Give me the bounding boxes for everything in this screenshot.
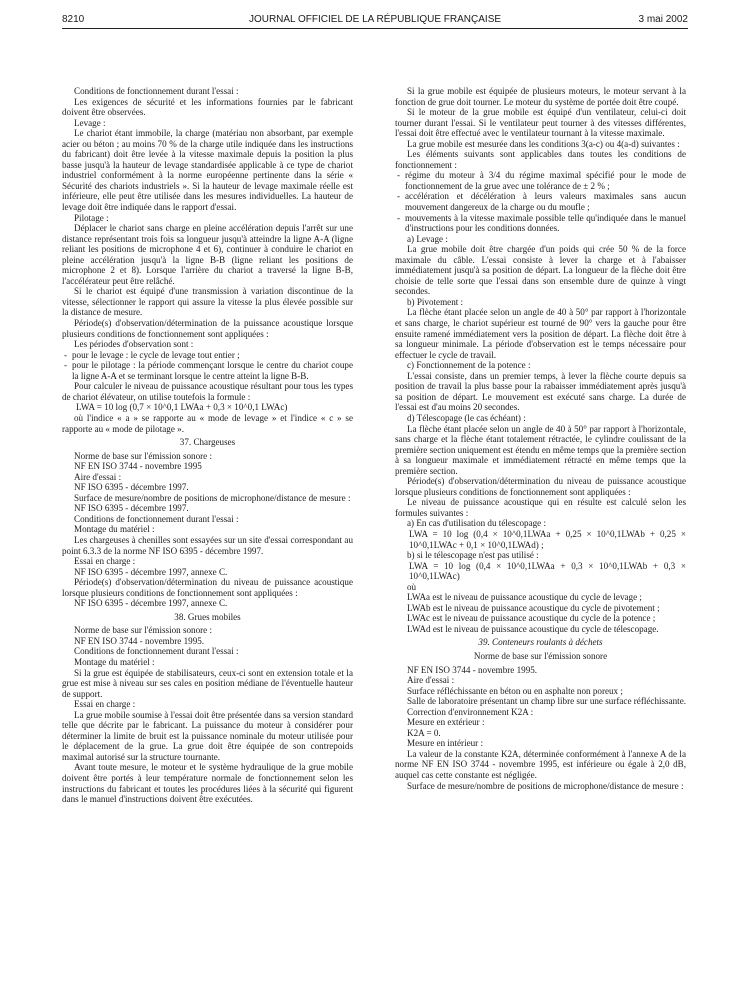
paragraph: Mesure en extérieur : <box>407 717 485 728</box>
paragraph: c) Fonctionnement de la potence : <box>407 360 531 371</box>
paragraph: Période(s) d'observation/détermination du niveau de puissance acoustique lorsque plusieurs conditions de fonctionnement sont appliquées : <box>395 476 686 497</box>
section-heading: 37. Chargeuses <box>179 437 236 448</box>
list-item: - mouvements à la vitesse maximale possible telle qu'indiquée dans le manuel d'instructions pour les conditions données. <box>395 213 686 234</box>
paragraph: La valeur de la constante K2A, déterminée conformément à l'annexe A de la norme NF EN ISO 3744 - novembre 1995, est inférieure ou égale à 2,0 dB, auquel cas cette constante est négligée. <box>395 748 686 780</box>
formula: LWA = 10 log (0,4 × 10^0,1LWAa + 0,25 × 10^0,1LWAb + 0,25 × 10^0,1LWAc + 0,1 × 10^0,1LWAd) ; <box>409 528 686 550</box>
list-item: - accélération et décélération à leurs valeurs maximales sans aucun mouvement dangereux de la charge ou du moufle ; <box>395 191 686 212</box>
section-heading: 38. Grues mobiles <box>174 611 241 622</box>
paragraph: Conditions de fonctionnement durant l'essai : <box>74 646 239 657</box>
paragraph: Les chargeuses à chenilles sont essayées sur un site d'essai correspondant au point 6.3.3 de la norme NF ISO 6395 - décembre 1997. <box>62 534 353 556</box>
paragraph: LWAc est le niveau de puissance acoustique du cycle de la potence ; <box>407 613 656 624</box>
paragraph: Montage du matériel : <box>74 524 155 535</box>
paragraph: Si la grue est équipée de stabilisateurs, ceux-ci sont en extension totale et la grue est mise à niveau sur ses cales en position médiane de l'éventuelle hauteur de support. <box>62 667 353 699</box>
paragraph: Période(s) d'observation/détermination du niveau de puissance acoustique lorsque plusieurs conditions de fonctionnement sont appliquées : <box>62 577 353 598</box>
paragraph: Aire d'essai : <box>74 471 122 482</box>
paragraph: NF ISO 6395 - décembre 1997. <box>74 503 189 514</box>
right-column <box>395 86 686 791</box>
paragraph: La grue mobile est mesurée dans les conditions 3(a-c) ou 4(a-d) suivantes : <box>407 138 680 149</box>
paragraph: Pilotage : <box>74 212 109 223</box>
paragraph: Aire d'essai : <box>407 675 455 686</box>
paragraph: LWAd est le niveau de puissance acoustique du cycle de télescopage. <box>407 623 659 634</box>
paragraph: La grue mobile doit être chargée d'un poids qui crée 50 % de la force maximale du câble. L'essai consiste à lever la charge et à l'abaisser immédiatement jusqu'à sa position de départ. La longueur de la flèche doit être choisie de telle sorte que l'essai dans son ensemble dure de quinze à vingt secondes. <box>395 244 686 297</box>
list-item: - pour le levage : le cycle de levage tout entier ; <box>62 350 353 361</box>
paragraph: Surface de mesure/nombre de positions de microphone/distance de mesure : <box>407 780 684 791</box>
paragraph: Salle de laboratoire présentant un champ libre sur une surface réfléchissante. <box>407 696 687 707</box>
paragraph: Norme de base sur l'émission sonore : <box>74 450 213 461</box>
paragraph: Essai en charge : <box>74 699 136 710</box>
paragraph: La flèche étant placée selon un angle de 40 à 50° par rapport à l'horizontale, sans charge et la flèche étant totalement rétractée, le cylindre coulissant de la première section uniquement est étendu en même temps que la première section à sa longueur maximale et immédiatement rétracté en même temps que la première section. <box>395 423 686 476</box>
paragraph: LWAa est le niveau de puissance acoustique du cycle de levage ; <box>407 592 642 603</box>
paragraph: NF ISO 6395 - décembre 1997, annexe C. <box>74 566 228 577</box>
paragraph: Les exigences de sécurité et les informations fournies par le fabricant doivent être observées. <box>62 96 353 118</box>
paragraph: Conditions de fonctionnement durant l'essai : <box>74 513 239 524</box>
paragraph: K2A = 0. <box>407 727 441 738</box>
paragraph: a) En cas d'utilisation du télescopage : <box>407 518 547 529</box>
paragraph: Levage : <box>74 117 106 128</box>
paragraph: Surface de mesure/nombre de positions de microphone/distance de mesure : <box>74 492 351 503</box>
paragraph: Période(s) d'observation/détermination de la puissance acoustique lorsque plusieurs conditions de fonctionnement sont appliquées : <box>62 318 353 339</box>
paragraph: Mesure en intérieur : <box>407 738 484 749</box>
paragraph: Pour calculer le niveau de puissance acoustique résultant pour tous les types de chariot élévateur, on utilise toutefois la formule : <box>62 381 353 402</box>
paragraph: Surface réfléchissante en béton ou en asphalte non poreux ; <box>407 685 623 696</box>
paragraph: Si la grue mobile est équipée de plusieurs moteurs, le moteur servant à la fonction de grue doit tourner. Le moteur du système de portée doit être coupé. <box>395 86 686 107</box>
paragraph: Si le moteur de la grue mobile est équipé d'un ventilateur, celui-ci doit tourner durant l'essai. Si le ventilateur peut tourner à des vitesses différentes, l'essai doit être effectué avec le ventilateur tournant à la vitesse maximale. <box>395 107 686 139</box>
list-item: - pour le pilotage : la période commençant lorsque le centre du chariot coupe la ligne A-A et se terminant lorsque le centre atteint la ligne B-B. <box>62 360 353 381</box>
paragraph: Montage du matériel : <box>74 656 155 667</box>
paragraph: Les périodes d'observation sont : <box>74 339 194 350</box>
journal-title: JOURNAL OFFICIEL DE LA RÉPUBLIQUE FRANÇAISE <box>248 14 502 25</box>
paragraph: Les éléments suivants sont applicables dans toutes les conditions de fonctionnement : <box>395 149 686 170</box>
paragraph: où <box>407 581 417 592</box>
page-header <box>62 14 688 28</box>
subheading: Norme de base sur l'émission sonore <box>473 650 608 661</box>
header-rule <box>62 28 688 29</box>
paragraph: Correction d'environnement K2A : <box>407 706 534 717</box>
section-heading: 39. Conteneurs roulants à déchets <box>478 637 603 648</box>
paragraph: d) Télescopage (le cas échéant) : <box>407 412 526 423</box>
paragraph: Essai en charge : <box>74 556 136 567</box>
paragraph: où l'indice « a » se rapporte au « mode de levage » et l'indice « c » se rapporte au « mode de pilotage ». <box>62 412 353 434</box>
paragraph: Norme de base sur l'émission sonore : <box>74 625 213 636</box>
paragraph: NF EN ISO 3744 - novembre 1995. <box>407 664 538 675</box>
issue-date: 3 mai 2002 <box>638 14 688 25</box>
formula: LWA = 10 log (0,4 × 10^0,1LWAa + 0,3 × 10^0,1LWAb + 0,3 × 10^0,1LWAc) <box>409 560 686 582</box>
paragraph: L'essai consiste, dans un premier temps, à lever la flèche courte depuis sa position de travail la plus basse pour la rabaisser immédiatement après jusqu'à sa position de départ. Le mouvement est exécuté sans charge. La durée de l'essai est d'au moins 20 secondes. <box>395 370 686 413</box>
left-column <box>62 86 353 805</box>
paragraph: NF EN ISO 3744 - novembre 1995. <box>74 635 205 646</box>
paragraph: b) Pivotement : <box>407 296 464 307</box>
paragraph: LWAb est le niveau de puissance acoustique du cycle de pivotement ; <box>407 602 660 613</box>
paragraph: NF ISO 6395 - décembre 1997, annexe C. <box>74 598 228 609</box>
paragraph: b) si le télescopage n'est pas utilisé : <box>407 550 539 561</box>
paragraph: Le chariot étant immobile, la charge (matériau non absorbant, par exemple acier ou béton ; au moins 70 % de la charge utile indiquée dans les instructions du fabricant) doit être levée à la vitesse maximale depuis la position la plus basse jusqu'à la hauteur de levage standardisée applicable à ce type de chariot industriel conformément à la norme européenne pertinente dans la série « Sécurité des chariots industriels ». Si la hauteur de levage maximale réelle est inférieure, elle peut être utilisée dans les mesures individuelles. La hauteur de levage doit être indiquée dans le rapport d'essai. <box>62 128 353 213</box>
paragraph: La grue mobile soumise à l'essai doit être présentée dans sa version standard telle que décrite par le fabricant. La puissance du moteur à considérer pour déterminer la limite de bruit est la puissance nominale du moteur utilisée pour le déplacement de la grue. La grue doit être équipée de son contrepoids maximal autorisé sur la structure tournante. <box>62 709 353 762</box>
list-item: - régime du moteur à 3/4 du régime maximal spécifié pour le mode de fonctionnement de la grue avec une tolérance de ± 2 % ; <box>395 170 686 191</box>
paragraph: Déplacer le chariot sans charge en pleine accélération depuis l'arrêt sur une distance représentant trois fois sa longueur jusqu'à atteindre la ligne A-A (ligne reliant les positions de microphone 4 et 6), continuer à conduire le chariot en pleine accélération jusqu'à la ligne B-B (ligne reliant les positions de microphone 2 et 8). Lorsque l'arrière du chariot a traversé la ligne B-B, l'accélérateur peut être relâché. <box>62 223 353 286</box>
paragraph: NF EN ISO 3744 - novembre 1995 <box>74 461 202 472</box>
paragraph: Avant toute mesure, le moteur et le système hydraulique de la grue mobile doivent être portés à leur température normale de fonctionnement selon les instructions du fabricant et toutes les procédures liées à la sécurité qui figurent dans le manuel d'instructions doivent être exécutées. <box>62 762 353 805</box>
paragraph: Si le chariot est équipé d'une transmission à variation discontinue de la vitesse, sélectionner le rapport qui assure la vitesse la plus élevée possible sur la distance de mesure. <box>62 286 353 318</box>
formula: LWA = 10 log (0,7 × 10^0,1 LWAa + 0,3 × 10^0,1 LWAc) <box>76 402 288 413</box>
paragraph: NF ISO 6395 - décembre 1997. <box>74 482 189 493</box>
paragraph: Le niveau de puissance acoustique qui en résulte est calculé selon les formules suivantes : <box>395 497 686 518</box>
page-number: 8210 <box>62 14 85 25</box>
paragraph: La flèche étant placée selon un angle de 40 à 50° par rapport à l'horizontale et sans charge, le chariot supérieur est tourné de 90° vers la gauche pour être ensuite ramené immédiatement vers la position de départ. La flèche doit être à sa longueur minimale. La période d'observation est le temps nécessaire pour effectuer le cycle de travail. <box>395 307 686 360</box>
paragraph: Conditions de fonctionnement durant l'essai : <box>74 86 239 96</box>
paragraph: a) Levage : <box>407 233 448 244</box>
